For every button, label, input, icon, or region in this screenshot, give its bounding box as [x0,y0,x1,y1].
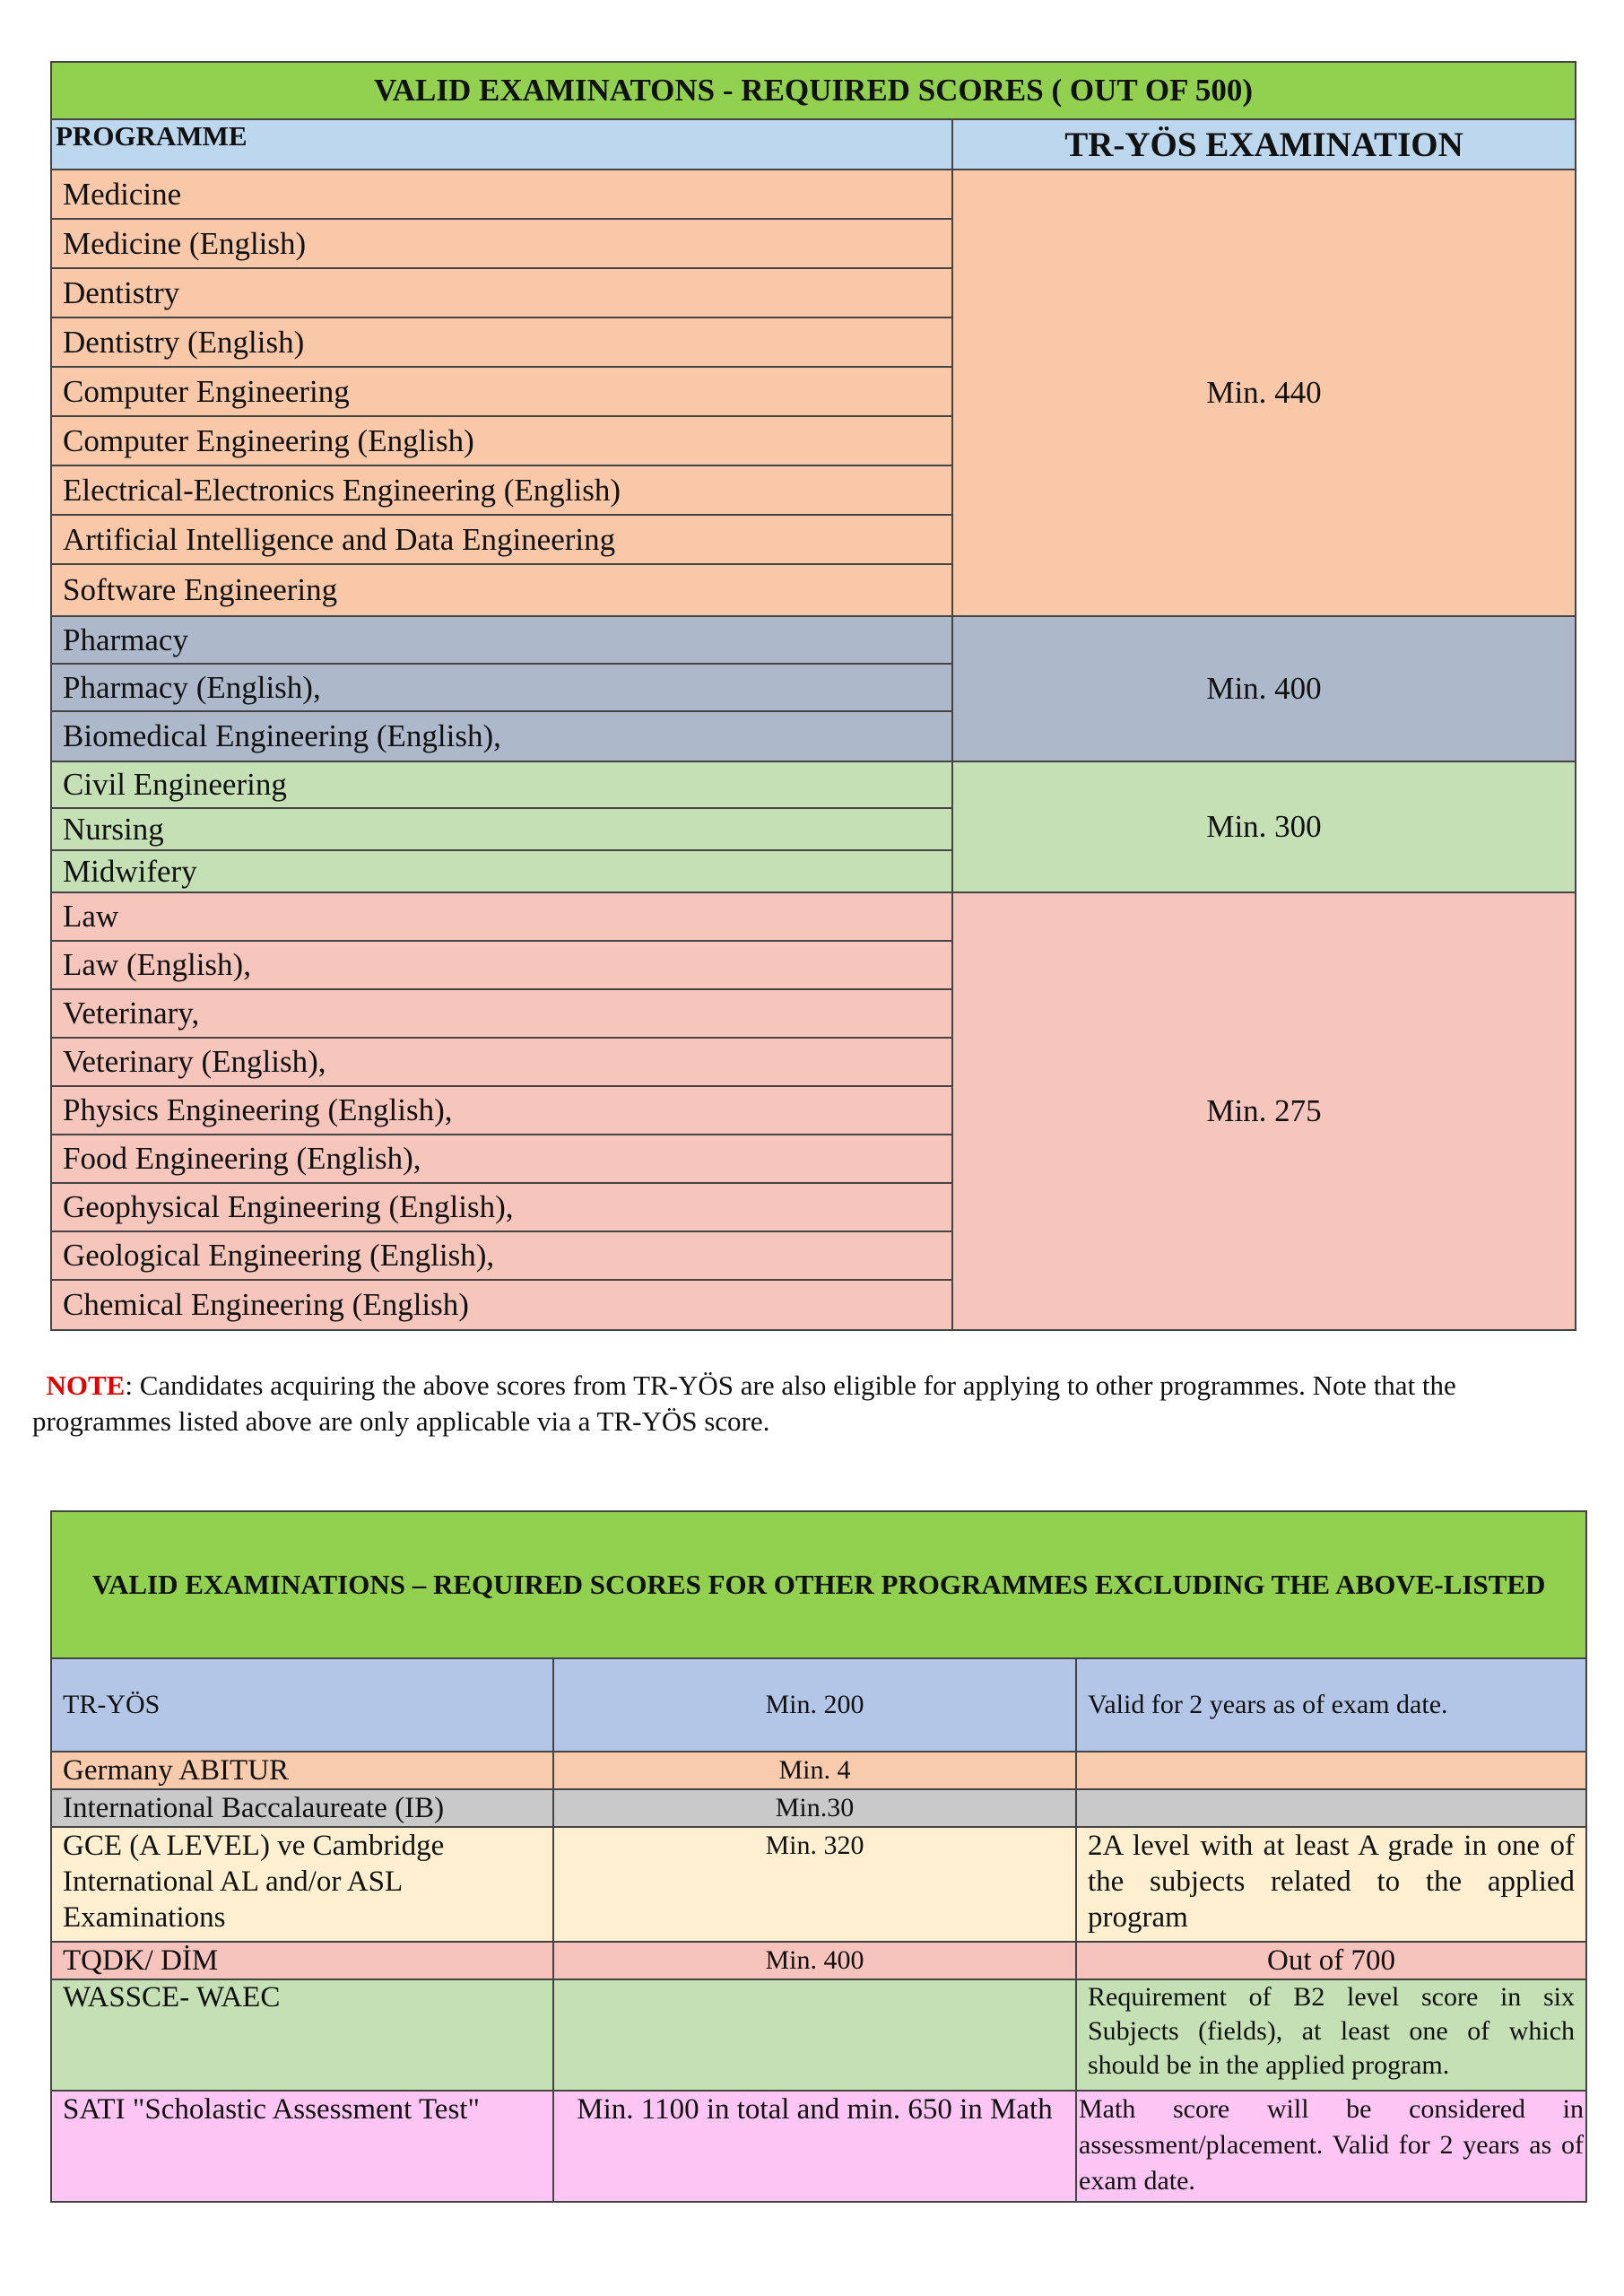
programme-cell: Geological Engineering (English), [51,1231,952,1280]
note-text: : Candidates acquiring the above scores from TR-YÖS are also eligible for applying to other programmes. Note that the programmes listed above are only applicable via a TR-YÖS score. [32,1370,1456,1437]
score-cell: Min. 4 [553,1752,1076,1789]
programme-cell: Biomedical Engineering (English), [51,711,952,761]
programme-cell: Law (English), [51,941,952,989]
score-cell: Min. 1100 in total and min. 650 in Math [553,2091,1076,2202]
score-cell: Min. 200 [553,1658,1076,1752]
other-programmes-table [50,1510,1587,2203]
programme-cell: Midwifery [51,850,952,892]
note-label: NOTE [46,1370,126,1401]
programme-cell: Geophysical Engineering (English), [51,1183,952,1231]
exam-cell: Germany ABITUR [51,1752,553,1789]
programme-cell: Medicine (English) [51,219,952,268]
notes-cell [1076,1789,1586,1827]
score-cell-min-275: Min. 275 [952,892,1576,1330]
table1-title: VALID EXAMINATONS - REQUIRED SCORES ( OUT OF 500) [51,62,1576,119]
score-cell [553,1979,1076,2091]
programme-cell: Artificial Intelligence and Data Engineering [51,515,952,564]
programme-cell: Dentistry [51,268,952,317]
table-row [51,1942,1586,1979]
programme-cell: Physics Engineering (English), [51,1086,952,1135]
programme-cell: Pharmacy (English), [51,664,952,711]
programme-cell: Electrical-Electronics Engineering (English) [51,465,952,515]
score-cell-min-440: Min. 440 [952,170,1576,616]
programme-cell: Law [51,892,952,941]
score-cell: Min. 320 [553,1827,1076,1942]
notes-cell: Requirement of B2 level score in six Subjects (fields), at least one of which should be in the applied program. [1076,1979,1586,2091]
exam-cell: TR-YÖS [51,1658,553,1752]
programme-column-header: PROGRAMME [51,119,952,170]
score-cell-min-400: Min. 400 [952,616,1576,761]
notes-cell: 2A level with at least A grade in one of the subjects related to the applied program [1076,1827,1586,1942]
notes-cell: Out of 700 [1076,1942,1586,1979]
programme-cell: Pharmacy [51,616,952,664]
programme-cell: Computer Engineering [51,367,952,416]
table-row [51,1979,1586,2091]
exam-cell: International Baccalaureate (IB) [51,1789,553,1827]
programme-cell: Veterinary (English), [51,1038,952,1086]
score-cell-min-300: Min. 300 [952,761,1576,892]
table-row [51,1752,1586,1789]
exam-cell: WASSCE- WAEC [51,1979,553,2091]
notes-cell [1076,1752,1586,1789]
programme-cell: Computer Engineering (English) [51,416,952,465]
notes-cell: Valid for 2 years as of exam date. [1076,1658,1586,1752]
table-row [51,1827,1586,1942]
exam-cell: SATI "Scholastic Assessment Test" [51,2091,553,2202]
exam-cell: GCE (A LEVEL) ve Cambridge International AL and/or ASL Examinations [51,1827,553,1942]
table-row [51,1658,1586,1752]
programme-cell: Medicine [51,170,952,219]
score-cell: Min.30 [553,1789,1076,1827]
programme-cell: Dentistry (English) [51,317,952,367]
table2-title: VALID EXAMINATIONS – REQUIRED SCORES FOR OTHER PROGRAMMES EXCLUDING THE ABOVE-LISTED [51,1511,1586,1658]
programme-cell: Software Engineering [51,564,952,616]
exam-column-header: TR-YÖS EXAMINATION [952,119,1576,170]
table-row [51,2091,1586,2202]
notes-cell: Math score will be considered in assessment/placement. Valid for 2 years as of exam date. [1076,2091,1586,2202]
table-row [51,1789,1586,1827]
note-paragraph [32,1368,1575,1439]
programme-cell: Veterinary, [51,989,952,1038]
score-cell: Min. 400 [553,1942,1076,1979]
programme-cell: Food Engineering (English), [51,1135,952,1183]
programme-cell: Chemical Engineering (English) [51,1280,952,1330]
programme-cell: Civil Engineering [51,761,952,808]
programme-cell: Nursing [51,808,952,850]
exam-cell: TQDK/ DİM [51,1942,553,1979]
required-scores-table [50,61,1576,1331]
